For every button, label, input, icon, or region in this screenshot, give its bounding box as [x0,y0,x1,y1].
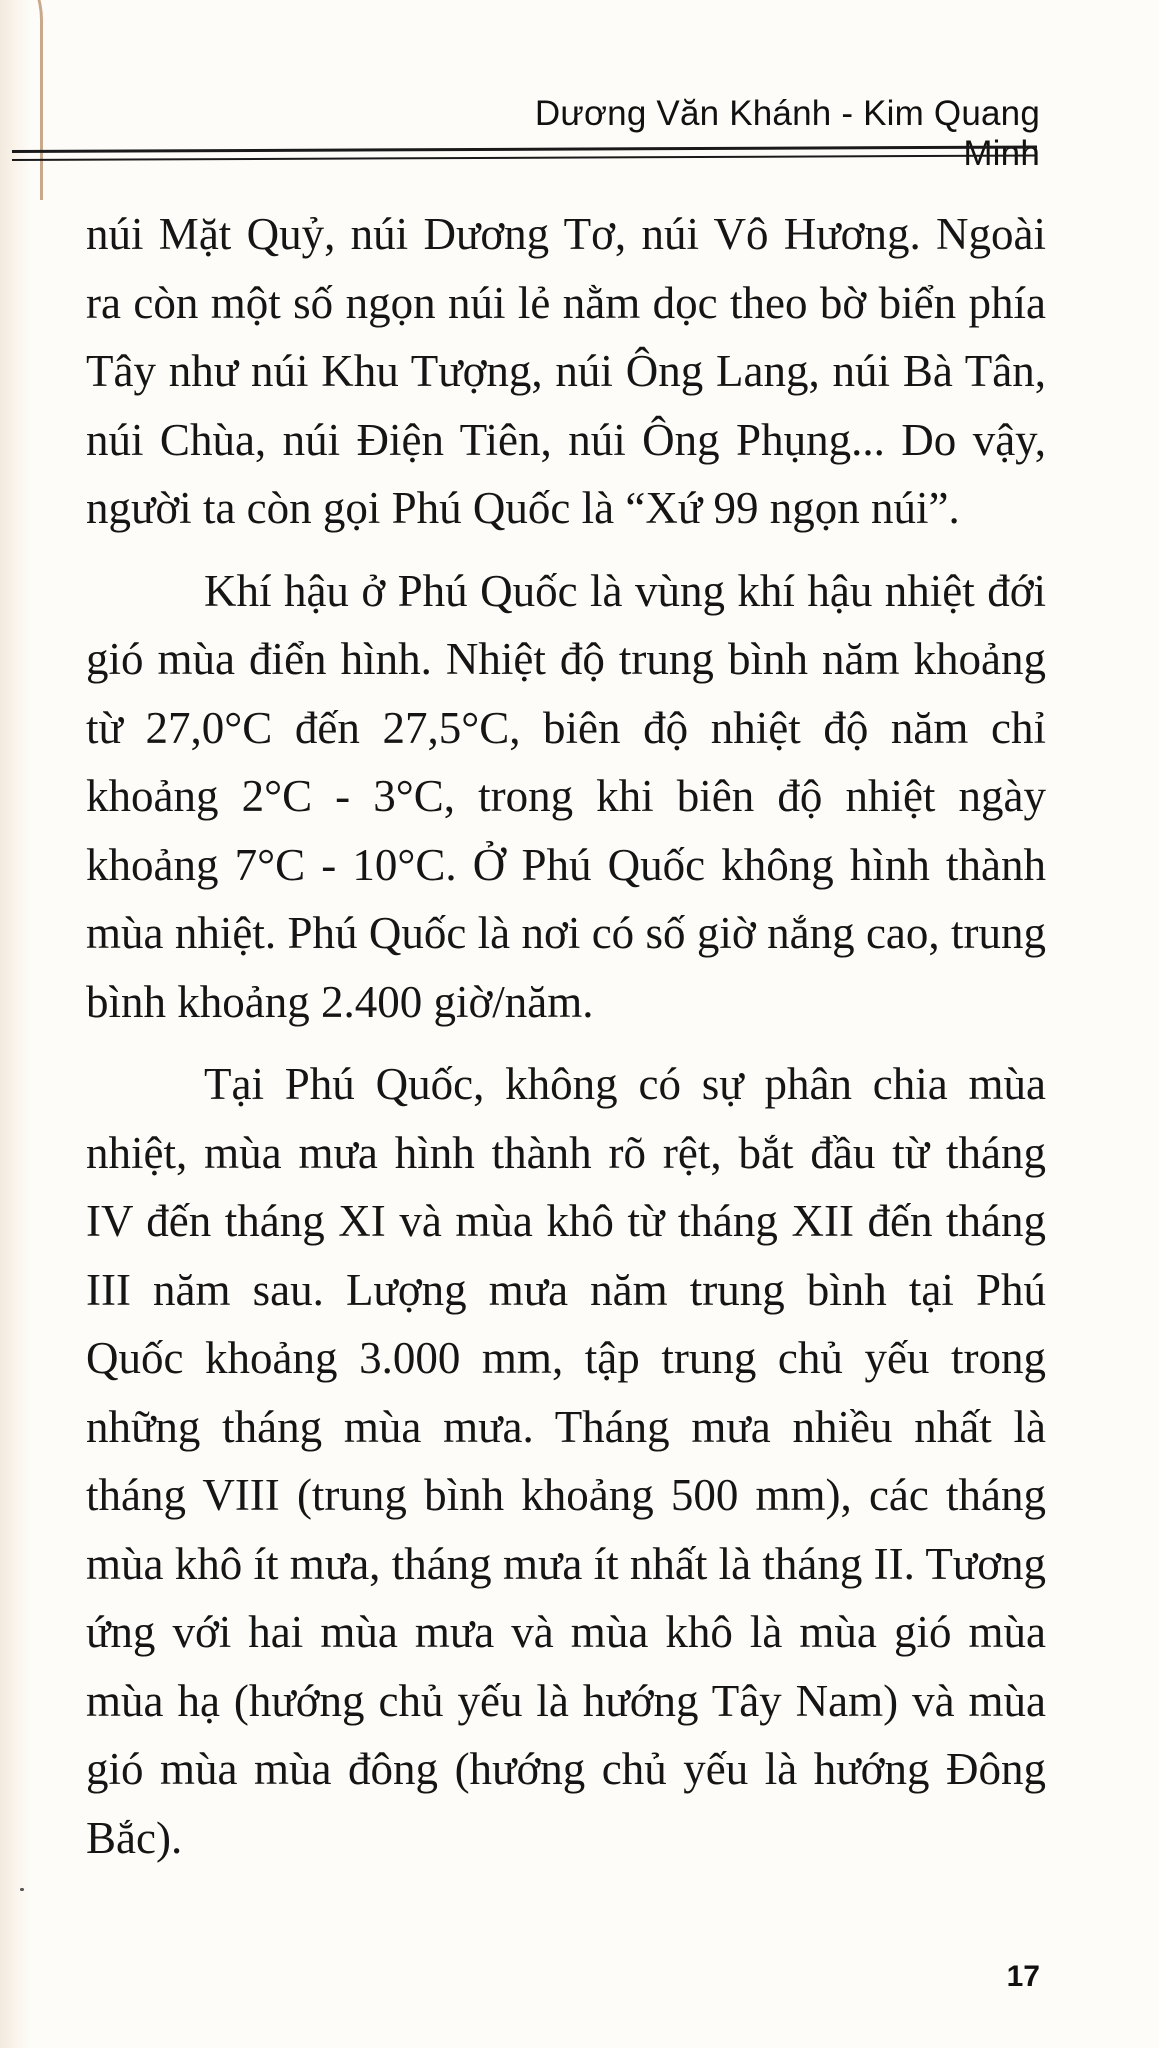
running-header-authors: Dương Văn Khánh - Kim Quang Minh [534,94,1040,173]
paragraph-climate: Khí hậu ở Phú Quốc là vùng khí hậu nhiệt đới gió mùa điển hình. Nhiệt độ trung bình năm khoảng từ 27,0°C đến 27,5°C, biên độ nhiệt độ năm chỉ khoảng 2°C - 3°C, trong khi biên độ nhiệt ngày khoảng 7°C - 10°C. Ở Phú Quốc không hình thành mùa nhiệt. Phú Quốc là nơi có số giờ nắng cao, trung bình khoảng 2.400 giờ/năm. [86,565,1046,1027]
binding-shadow [0,0,30,2048]
page-number: 17 [1006,1960,1040,1993]
page-curl-edge [0,0,43,200]
page-body [86,200,1046,1872]
paragraph-seasons: Tại Phú Quốc, không có sự phân chia mùa nhiệt, mùa mưa hình thành rõ rệt, bắt đầu từ tháng IV đến tháng XI và mùa khô từ tháng XII đến tháng III năm sau. Lượng mưa năm trung bình tại Phú Quốc khoảng 3.000 mm, tập trung chủ yếu trong những tháng mùa mưa. Tháng mưa nhiều nhất là tháng VIII (trung bình khoảng 500 mm), các tháng mùa khô ít mưa, tháng mưa ít nhất là tháng II. Tương ứng với hai mùa mưa và mùa khô là mùa gió mùa mùa hạ (hướng chủ yếu là hướng Tây Nam) và mùa gió mùa mùa đông (hướng chủ yếu là hướng Đông Bắc). [86,1059,1046,1863]
print-speck [20,1888,24,1891]
paragraph-mountains: núi Mặt Quỷ, núi Dương Tơ, núi Vô Hương. Ngoài ra còn một số ngọn núi lẻ nằm dọc theo bờ biển phía Tây như núi Khu Tượng, núi Ông Lang, núi Bà Tân, núi Chùa, núi Điện Tiên, núi Ông Phụng... Do vậy, người ta còn gọi Phú Quốc là “Xứ 99 ngọn núi”. [86,209,1046,533]
